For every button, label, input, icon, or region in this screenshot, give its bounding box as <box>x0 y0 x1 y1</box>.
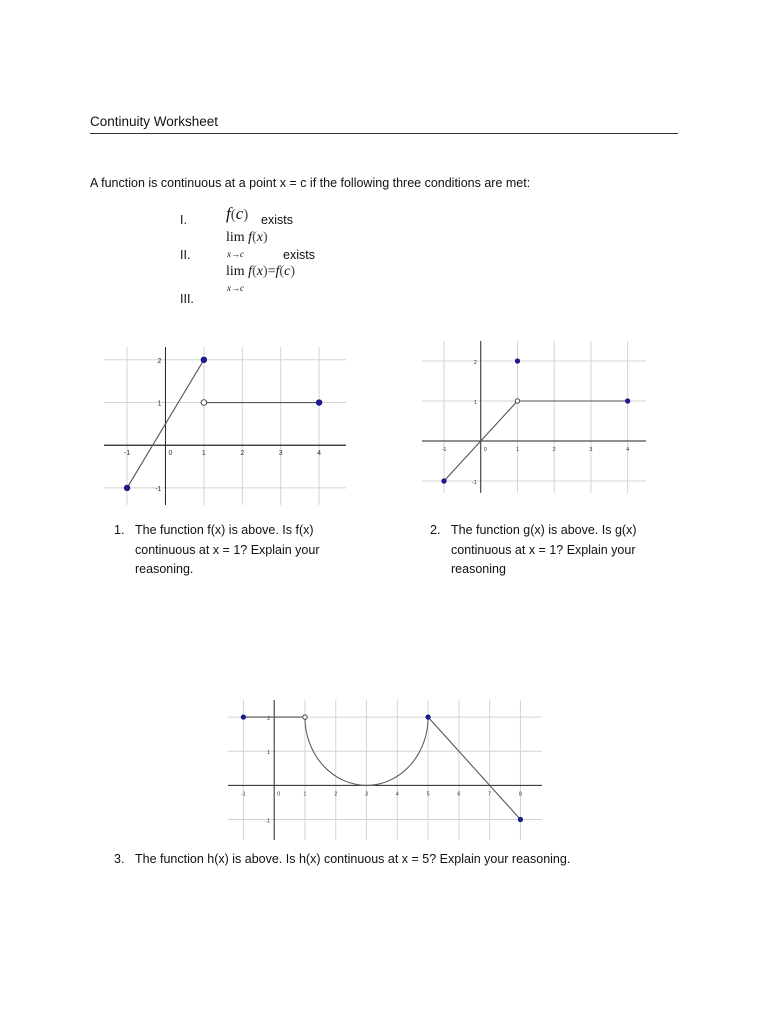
condition-2-subscript: x→c <box>227 249 244 259</box>
graph-g-ytick-label: 1 <box>473 400 477 406</box>
condition-3-lhs: f <box>248 264 253 279</box>
graph-h-open-point <box>303 715 307 719</box>
condition-1-exists: exists <box>261 213 293 227</box>
condition-2-fn: f <box>248 230 253 245</box>
question-2-line-2: continuous at x = 1? Explain your <box>451 542 636 557</box>
graph-f-ytick-label: 1 <box>157 400 162 408</box>
graph-h-xtick-label: 0 <box>277 791 281 798</box>
graph-h-closed-point <box>426 715 430 719</box>
graph-h-xtick-label: 3 <box>364 791 369 798</box>
graph-f-closed-point <box>201 357 207 363</box>
graph-h <box>228 700 542 840</box>
graph-g-closed-point <box>625 399 629 403</box>
condition-2-exists: exists <box>283 248 315 262</box>
graph-g-ytick-label: -1 <box>471 480 477 486</box>
graph-g <box>422 341 646 493</box>
graph-g-xtick-label: 1 <box>515 447 520 453</box>
condition-3-lparen1: ( <box>252 264 257 279</box>
graph-g-xtick-label: 0 <box>483 447 487 453</box>
condition-3-formula <box>226 264 295 280</box>
graph-h-xtick-label: 4 <box>395 791 399 798</box>
condition-3-arg1: x <box>256 264 263 279</box>
graph-g-xtick-label: 2 <box>552 447 556 453</box>
condition-2-lim: lim <box>226 230 245 245</box>
condition-2-formula <box>226 230 268 246</box>
condition-1-arg: c <box>235 204 244 223</box>
graph-h-xtick-label: 8 <box>518 791 522 798</box>
graph-h-segment <box>428 717 520 819</box>
graph-f <box>104 347 346 505</box>
graph-g-xtick-label: -1 <box>441 447 447 453</box>
graph-h-xtick-label: -1 <box>240 791 246 798</box>
graph-h-xtick-label: 1 <box>303 791 307 798</box>
question-2-line-3: reasoning <box>451 562 506 576</box>
question-1-line-3: reasoning. <box>135 562 194 576</box>
graph-f-xtick-label: 3 <box>278 450 283 458</box>
intro-text: A function is continuous at a point x = c if the following three conditions are met: <box>90 176 531 190</box>
graph-f-ytick-label: -1 <box>155 485 162 493</box>
condition-2-numeral: II. <box>180 248 191 262</box>
condition-3-equals: = <box>267 264 276 279</box>
graph-h-ytick-label: 2 <box>267 716 271 723</box>
condition-3-numeral: III. <box>180 292 194 306</box>
graph-g-open-point <box>515 399 519 403</box>
condition-1-numeral: I. <box>180 213 187 227</box>
graph-f-xtick-label: 4 <box>317 450 322 458</box>
condition-1-rparen: ) <box>243 207 249 223</box>
question-2-line-1: The function g(x) is above. Is g(x) <box>451 523 637 537</box>
graph-g-closed-point <box>442 479 446 483</box>
graph-f-closed-point <box>316 400 322 406</box>
question-1-line-1: The function f(x) is above. Is f(x) <box>135 523 314 537</box>
graph-g-xtick-label: 3 <box>589 447 593 453</box>
condition-3-rparen1: ) <box>262 264 268 279</box>
condition-3-lim: lim <box>226 264 245 279</box>
graph-f-xtick-label: -1 <box>123 450 131 458</box>
question-1-line-2: continuous at x = 1? Explain your <box>135 542 320 557</box>
title-rule <box>90 133 678 134</box>
graph-f-ytick-label: 2 <box>157 357 162 365</box>
condition-1-fn: f <box>226 204 231 223</box>
condition-1-formula <box>226 204 248 224</box>
condition-1-lparen: ( <box>230 207 236 223</box>
condition-3-rhs: f <box>275 264 280 279</box>
graph-h-ytick-label: 1 <box>267 750 271 757</box>
graph-h-closed-point <box>518 817 522 821</box>
page-title: Continuity Worksheet <box>90 114 219 129</box>
graph-g-closed-point <box>515 359 519 363</box>
condition-3-rparen2: ) <box>290 264 295 279</box>
graph-h-xtick-label: 5 <box>426 791 430 798</box>
graph-h-xtick-label: 2 <box>334 791 338 798</box>
graph-f-open-point <box>201 400 207 406</box>
question-2-number: 2. <box>430 523 441 537</box>
condition-3-lparen2: ( <box>279 264 285 279</box>
condition-2-arg: x <box>256 230 263 245</box>
condition-2-lparen: ( <box>252 230 257 245</box>
graph-h-xtick-label: 6 <box>457 791 461 798</box>
condition-2-rparen: ) <box>262 230 268 245</box>
graph-h-xtick-label: 7 <box>488 791 492 798</box>
graph-f-xtick-label: 0 <box>168 450 173 458</box>
graph-g-xtick-label: 4 <box>626 447 630 453</box>
graph-f-closed-point <box>124 485 130 491</box>
graph-h-ytick-label: -1 <box>265 818 271 825</box>
question-3-line-1: The function h(x) is above. Is h(x) continuous at x = 5? Explain your reasoning. <box>135 852 571 866</box>
graph-g-ytick-label: 2 <box>473 360 477 366</box>
question-1-number: 1. <box>114 523 125 537</box>
question-3-number: 3. <box>114 852 125 866</box>
graph-f-xtick-label: 1 <box>201 450 206 458</box>
condition-3-arg2: c <box>284 264 291 279</box>
graph-h-closed-point <box>241 715 245 719</box>
graph-f-xtick-label: 2 <box>240 450 245 458</box>
condition-3-subscript: x→c <box>227 283 244 293</box>
